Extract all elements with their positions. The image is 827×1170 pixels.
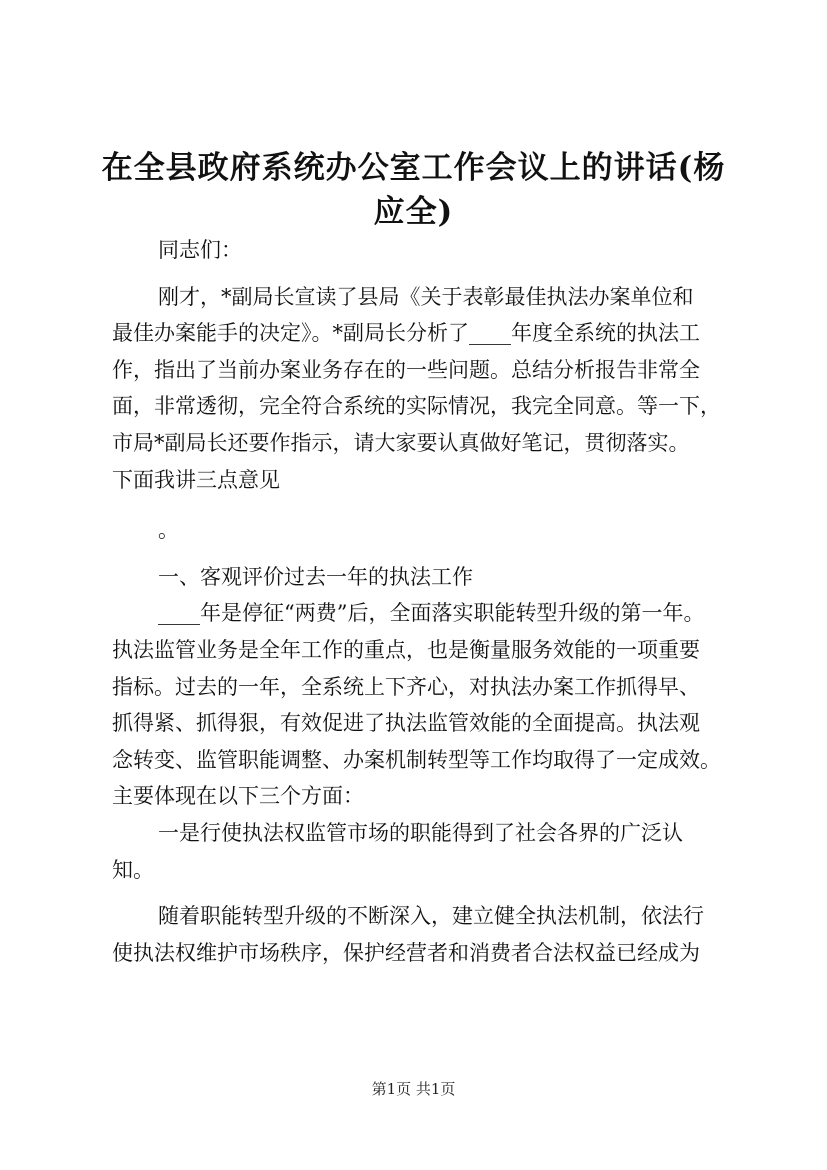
text-line: 念转变、监管职能调整、办案机制转型等工作均取得了一定成效。 — [112, 747, 721, 772]
text-line: 执法监管业务是全年工作的重点，也是衡量服务效能的一项重要 — [112, 637, 700, 662]
text-line: 使执法权维护市场秩序，保护经营者和消费者合法权益已经成为 — [112, 940, 700, 965]
paragraph-transformation — [112, 898, 722, 971]
paragraph-point-one — [112, 815, 722, 888]
document-body — [112, 232, 722, 971]
salutation: 同志们： — [158, 238, 242, 262]
text-line: 刚才，*副局长宣读了县局《关于表彰最佳执法办案单位和 — [158, 284, 694, 309]
paragraph-opening — [112, 279, 722, 499]
text-line: 最佳办案能手的决定》。*副局长分析了____年度全系统的执法工 — [112, 321, 700, 346]
page-number: 第1页 共1页 — [371, 1080, 456, 1098]
title-line: 在全县政府系统办公室工作会议上的讲话(杨 — [101, 150, 726, 186]
section-heading: 一、客观评价过去一年的执法工作 — [158, 564, 473, 589]
text-line: 下面我讲三点意见 — [112, 467, 280, 492]
text-line: ____年是停征“两费”后，全面落实职能转型升级的第一年。 — [158, 601, 705, 626]
period-line: 。 — [158, 518, 179, 543]
text-line: 知。 — [112, 857, 154, 882]
title-line: 应全) — [373, 194, 454, 230]
text-line: 面，非常透彻，完全符合系统的实际情况，我完全同意。等一下， — [112, 394, 721, 419]
text-line: 指标。过去的一年，全系统上下齐心，对执法办案工作抓得早、 — [112, 674, 700, 699]
text-line: 一是行使执法权监管市场的职能得到了社会各界的广泛认 — [158, 820, 683, 845]
text-line: 抓得紧、抓得狠，有效促进了执法监管效能的全面提高。执法观 — [112, 711, 700, 736]
text-line: 随着职能转型升级的不断深入，建立健全执法机制，依法行 — [158, 904, 704, 929]
document-title — [100, 146, 727, 234]
paragraph-review — [112, 595, 722, 815]
text-line: 市局*副局长还要作指示，请大家要认真做好笔记，贯彻落实。 — [112, 430, 690, 455]
text-line: 作，指出了当前办案业务存在的一些问题。总结分析报告非常全 — [112, 357, 700, 382]
text-line: 主要体现在以下三个方面： — [112, 784, 364, 809]
